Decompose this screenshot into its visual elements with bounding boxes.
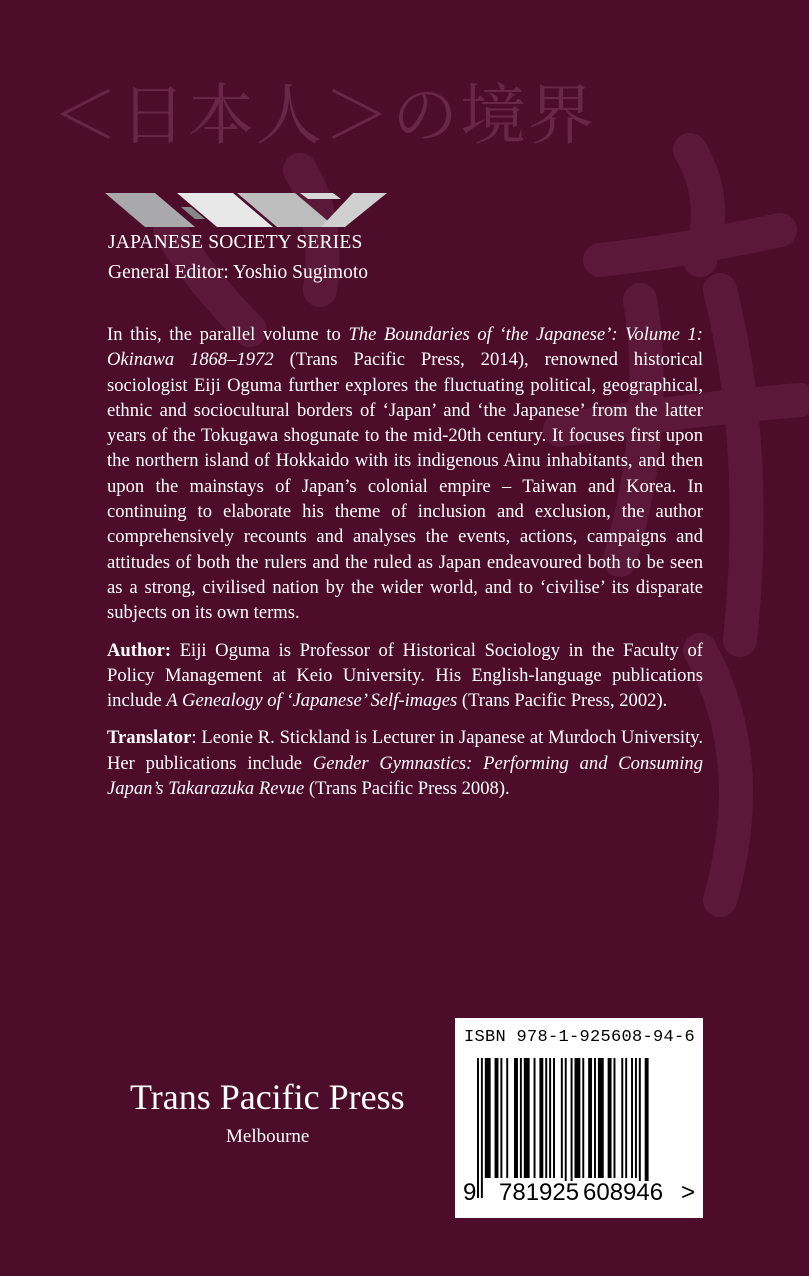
book-title: Gender Gymnastics: Performing and Consuming Japan’s Takarazuka Revue [107,752,703,800]
barcode-bar [639,1058,641,1198]
blurb [107,322,703,813]
barcode-bar [485,1058,491,1178]
barcode-bar [631,1058,633,1178]
barcode-bar [524,1058,530,1178]
barcode-digit-prefix: 9 [463,1179,477,1206]
text: (Trans Pacific Press, 2002). [457,690,668,712]
author-bio [107,638,703,714]
barcode-bar [500,1058,502,1178]
barcode-bar [561,1058,563,1178]
barcode-bar [539,1058,543,1178]
barcode-bar [635,1058,637,1178]
barcode-bar [514,1058,518,1178]
isbn-barcode [455,1018,703,1218]
text: Eiji Oguma is Professor of Historical Sociology in the Faculty of Policy Management at Keio University. His English-language publications include [107,639,703,712]
text: : Leonie R. Stickland is Lecturer in Japanese at Murdoch University. Her publications include [107,727,703,774]
publisher-city: Melbourne [226,1126,310,1147]
barcode-digits-right: 608946 [583,1179,664,1206]
barcode-bar [625,1058,627,1178]
author-label: Author: [107,639,172,661]
barcode-bar [506,1058,508,1178]
barcode-bars [477,1058,673,1198]
translator-bio [107,725,703,801]
blurb-paragraph [107,322,703,626]
barcode-bar [553,1058,555,1178]
text: (Trans Pacific Press 2008). [304,778,510,800]
barcode-digits-left: 781925 [499,1179,580,1206]
barcode-bar [614,1058,616,1178]
translator-label: Translator [107,727,192,749]
barcode-bar [520,1058,522,1178]
general-editor: General Editor: Yoshio Sugimoto [108,262,369,283]
barcode-bar [481,1058,483,1198]
barcode-bar [575,1058,581,1178]
barcode-bar [588,1058,592,1178]
barcode-bar [594,1058,596,1178]
barcode-bar [495,1058,499,1178]
barcode-arrow: > [681,1179,696,1206]
isbn-text: ISBN 978-1-925608-94-6 [464,1028,696,1047]
publisher-name: Trans Pacific Press [130,1077,405,1117]
barcode-bar [571,1058,573,1198]
barcode-bar [645,1058,649,1198]
barcode-bar [621,1058,623,1178]
barcode-bar [608,1058,612,1178]
barcode-bar [534,1058,536,1178]
barcode-bar [598,1058,604,1178]
series-name: JAPANESE SOCIETY SERIES [108,232,363,253]
book-title: A Genealogy of ‘Japanese’ Self-images [166,690,458,712]
text: In this, the parallel volume to [107,324,349,345]
barcode-bar [582,1058,584,1178]
series-logo [105,193,387,227]
barcode-bar [549,1058,551,1178]
barcode-bar [565,1058,567,1198]
barcode-bar [477,1058,479,1198]
text: (Trans Pacific Press, 2014), renowned historical sociologist Eiji Oguma further explores the fluctuating political, geographical, ethnic and sociocultural borders of ‘Japan’ and ‘the Japanese’ from the latter years of the Tokugawa shogunate to the mid-20th century. It focuses first upon the northern island of Hokkaido with its indigenous Ainu inhabitants, and then upon the mainstays of Japan’s colonial empire – Taiwan and Korea. In continuing to elaborate his theme of inclusion and exclusion, the author comprehensively recounts and analyses the events, actions, campaigns and attitudes of both the rulers and the ruled as Japan endeavoured both to be seen as a strong, civilised nation by the wider world, and to ‘civilise’ its disparate subjects on its own terms. [107,349,703,624]
book-title: The Boundaries of ‘the Japanese’: Volume 1: Okinawa 1868–1972 [107,324,703,371]
barcode-bar [545,1058,547,1178]
watermark-japanese-title: ＜日本人＞の境界 [52,77,596,154]
